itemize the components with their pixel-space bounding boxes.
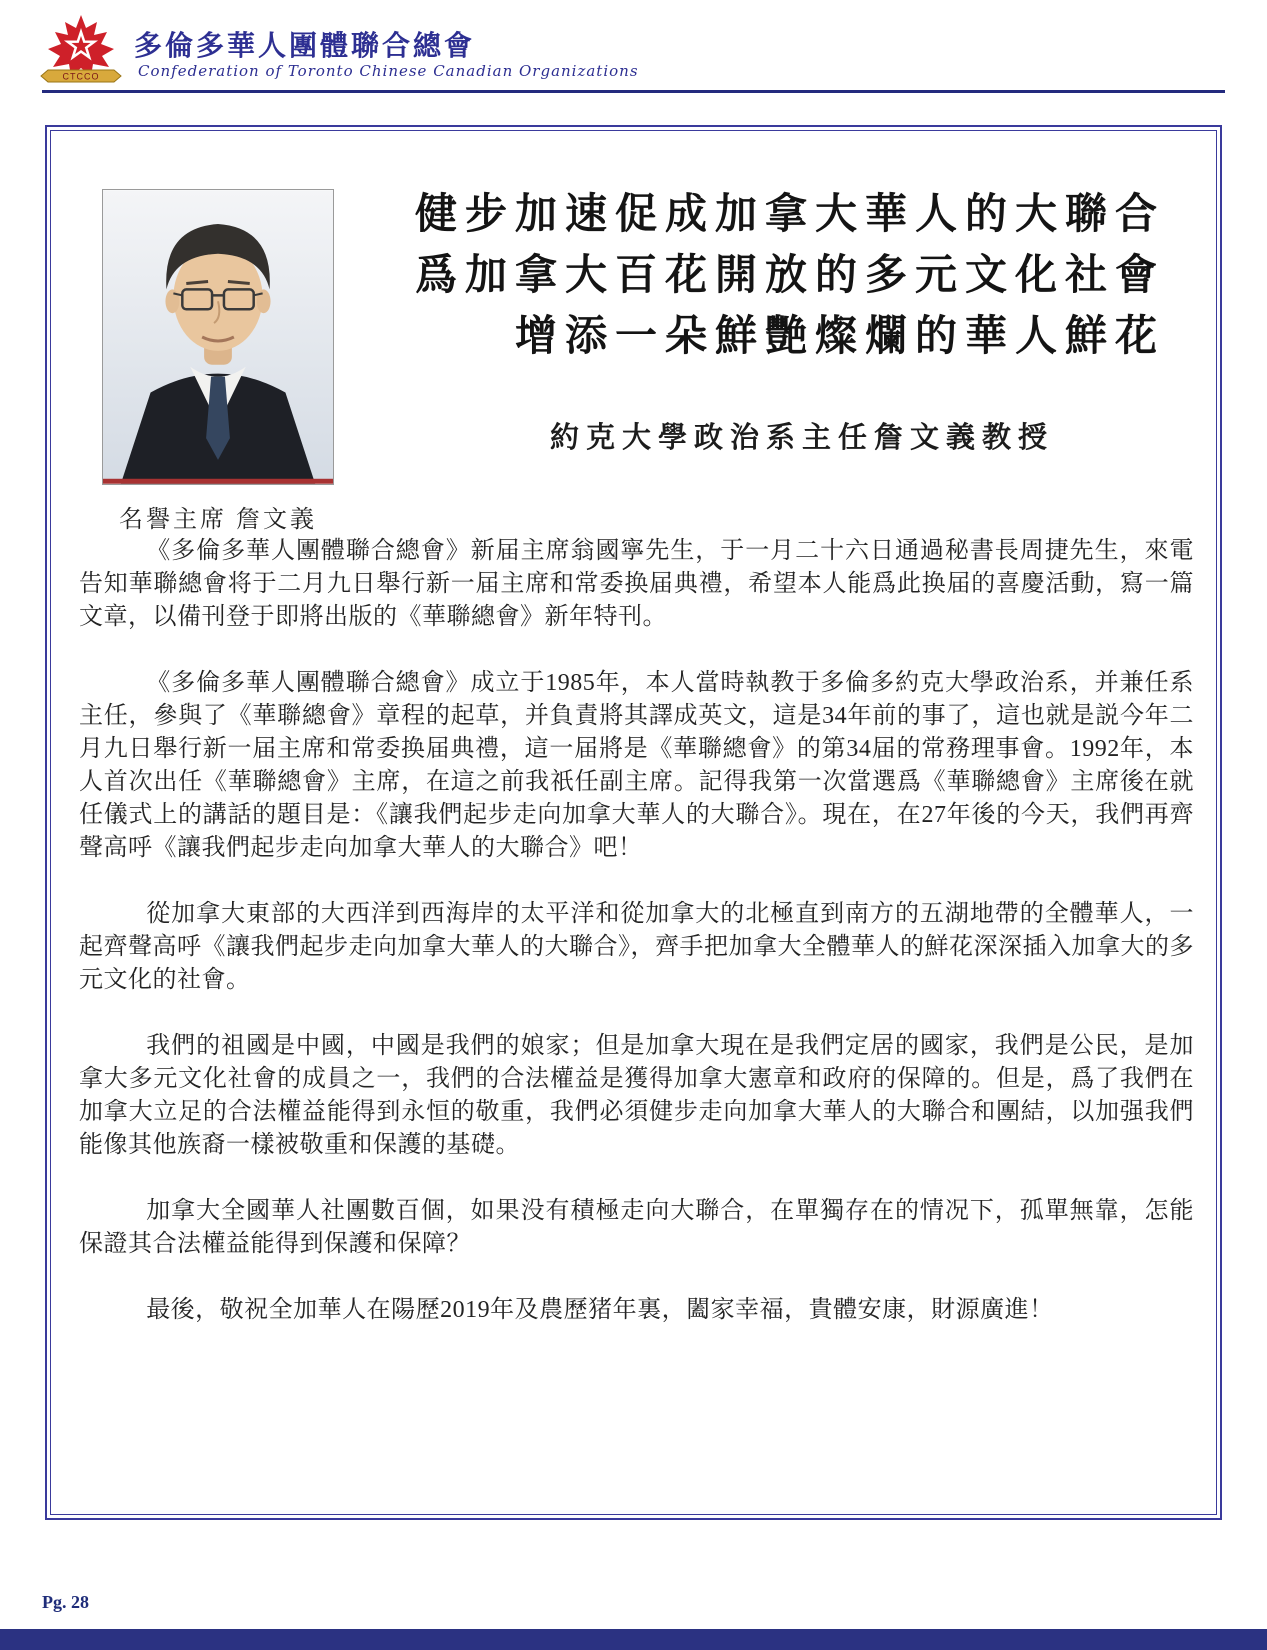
article-paragraph-4: 我們的祖國是中國，中國是我們的娘家；但是加拿大現在是我們定居的國家，我們是公民，是加拿大多元文化社會的成員之一，我們的合法權益是獲得加拿大憲章和政府的保障的。但是，爲了我們在加拿大立足的合法權益能得到永恒的敬重，我們必須健步走向加拿大華人的大聯合和團結，以加强我們能像其他族裔一樣被敬重和保護的基礎。 <box>79 1033 1194 1158</box>
photo-caption: 名譽主席 詹文義 <box>119 507 317 533</box>
logo-banner-text: CTCCO <box>62 71 100 82</box>
portrait-photo <box>102 189 334 485</box>
org-name-chinese: 多倫多華人團體聯合總會 <box>134 31 476 62</box>
article-paragraph-5: 加拿大全國華人社團數百個，如果没有積極走向大聯合，在單獨存在的情况下，孤單無靠，怎能保證其合法權益能得到保護和保障？ <box>79 1198 1194 1257</box>
title-line-1: 健步加速促成加拿大華人的大聯合 <box>414 192 1165 238</box>
page-number: Pg. 28 <box>42 1592 89 1612</box>
title-line-2: 爲加拿大百花開放的多元文化社會 <box>414 253 1165 299</box>
maple-leaf-logo-icon <box>40 14 122 92</box>
org-name-english: Confederation of Toronto Chinese Canadian Organizations <box>138 62 639 80</box>
title-line-3: 增添一朵鮮艷燦爛的華人鮮花 <box>514 314 1165 360</box>
footer-bar <box>0 1629 1267 1650</box>
article-byline: 約克大學政治系主任詹文義教授 <box>549 422 1054 454</box>
article-title <box>377 185 1165 368</box>
article-paragraph-1: 《多倫多華人團體聯合總會》新届主席翁國寧先生，于一月二十六日通過秘書長周捷先生，來電告知華聯總會将于二月九日舉行新一届主席和常委换届典禮，希望本人能爲此换届的喜慶活動，寫一篇文章，以備刊登于即將出版的《華聯總會》新年特刊。 <box>79 538 1194 630</box>
article-paragraph-3: 從加拿大東部的大西洋到西海岸的太平洋和從加拿大的北極直到南方的五湖地帶的全體華人，一起齊聲高呼《讓我們起步走向加拿大華人的大聯合》，齊手把加拿大全體華人的鮮花深深插入加拿大的多元文化的社會。 <box>79 901 1194 993</box>
article-paragraph-2: 《多倫多華人團體聯合總會》成立于1985年，本人當時執教于多倫多約克大學政治系，并兼任系主任，參與了《華聯總會》章程的起草，并負責將其譯成英文，這是34年前的事了，這也就是説今年二月九日舉行新一届主席和常委换届典禮，這一届將是《華聯總會》的第34届的常務理事會。1992年，本人首次出任《華聯總會》主席，在這之前我祇任副主席。記得我第一次當選爲《華聯總會》主席後在就任儀式上的講話的題目是：《讓我們起步走向加拿大華人的大聯合》。現在，在27年後的今天，我們再齊聲高呼《讓我們起步走向加拿大華人的大聯合》吧！ <box>79 670 1194 861</box>
photo-red-edge <box>103 479 333 484</box>
article-body <box>79 535 1194 1360</box>
article-frame <box>45 125 1222 1520</box>
article-paragraph-6: 最後，敬祝全加華人在陽歷2019年及農歷猪年裏，闔家幸福，貴體安康，財源廣進！ <box>146 1297 1054 1323</box>
page-header <box>40 10 1227 90</box>
header-divider <box>42 90 1225 93</box>
